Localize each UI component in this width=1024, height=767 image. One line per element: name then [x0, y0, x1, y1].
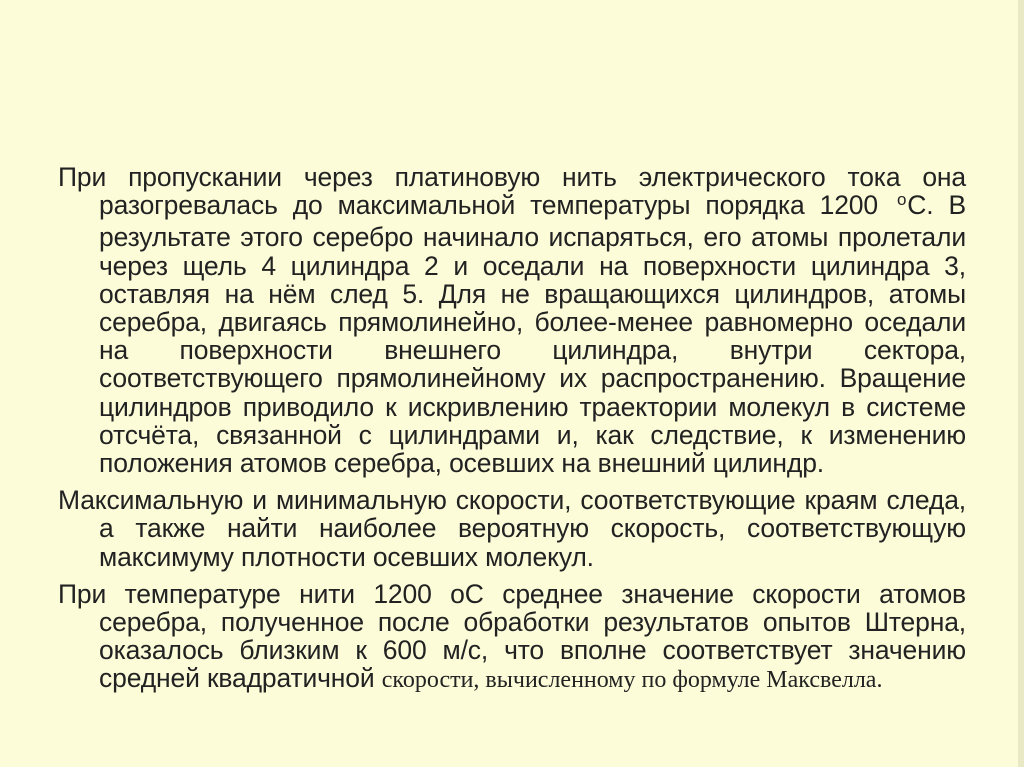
slide-text-body	[58, 163, 966, 704]
paragraph-3-text-start: При температуре нити 1200 оС среднее значение скорости атомов серебра, полученное после обработки результатов опытов Штерна, оказалось близким к 600 м/с, что вполне соответствует значению средней квадратичной	[58, 578, 966, 694]
paragraph-2-text: Максимальную и минимальную скорости, соответствующие краям следа, а также найти наиболее вероятную скорость, соответствующую максимуму плотности осевших молекул.	[58, 485, 966, 572]
paragraph-1-text-start: При пропускании через платиновую нить электрического тока она разогревалась до максимальной температуры порядка 1200	[58, 162, 966, 221]
paragraph-result	[58, 580, 966, 695]
paragraph-experiment-description	[58, 163, 966, 477]
degree-symbol: о	[896, 190, 907, 210]
paragraph-3-text-end: скорости, вычисленному по формуле Максвелла.	[381, 667, 883, 694]
paragraph-velocity-task	[58, 486, 966, 571]
paragraph-1-text-end: С. В результате этого серебро начинало испаряться, его атомы пролетали через щель 4 цилиндра 2 и оседали на поверхности цилиндра 3, оставляя на нём след 5. Для не вращающихся цилиндров, атомы серебра, двигаясь прямолинейно, более-менее равномерно оседали на поверхности внешнего цилиндра, внутри сектора, соответствующего прямолинейному их распространению. Вращение цилиндров приводило к искривлению траектории молекул в системе отсчёта, связанной с цилиндрами и, как следствие, к изменению положения атомов серебра, осевших на внешний цилиндр.	[99, 190, 966, 479]
